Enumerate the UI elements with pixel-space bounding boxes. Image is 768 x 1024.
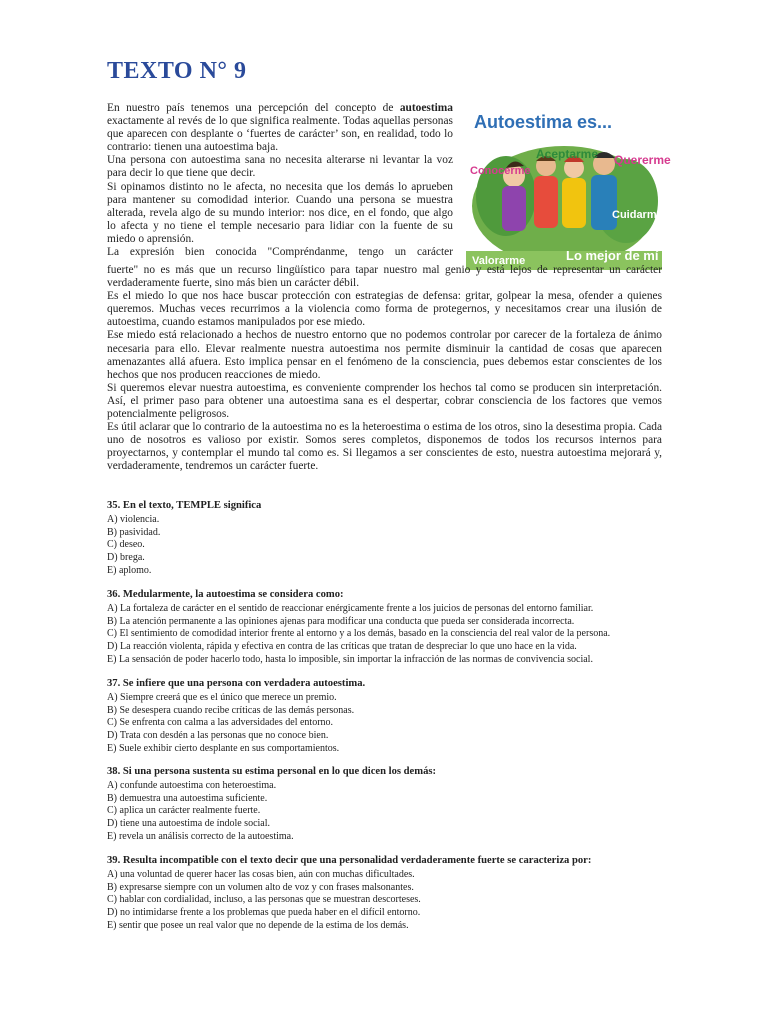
paragraph: Si opinamos distinto no le afecta, no necesita que los demás lo aprueben para mantener su comodidad interior. Cuando una persona se muestra alterada, revela algo de su mundo interior: nos dice, en el fondo, que algo lo afecta y no tiene el temple necesario para lidiar con la fuente de su miedo o aprensión. xyxy=(107,180,453,245)
body-text xyxy=(107,264,662,474)
paragraph: Si queremos elevar nuestra autoestima, es conveniente comprender los hechos tal como se producen sin interpretación. Así, el primer paso para obtener una autoestima sana es el despertar, cobrar consciencia de los factores que vemos potencialmente peligrosos. xyxy=(107,381,662,421)
autoestima-illustration xyxy=(466,106,671,270)
text-span: En nuestro país tenemos una percepción del concepto de xyxy=(107,102,400,114)
option-b: B) La atención permanente a las opiniones ajenas para modificar una conducta que pueda ser considerada incorrecta. xyxy=(107,615,575,627)
question-37 xyxy=(107,678,667,756)
tag-lo-mejor-de-mi: Lo mejor de mí xyxy=(566,248,659,263)
question-title: 35. En el texto, TEMPLE significa xyxy=(107,500,262,511)
paragraph: Ese miedo está relacionado a hechos de nuestro entorno que no podemos controlar por carecer de la fortaleza de ánimo necesaria para ello. Elevar realmente nuestra autoestima nos permite disminuir la cantidad de cosas que aparecen amenazantes allá afuera. Esto implica pensar en el fenómeno de la consciencia, pues debemos estar conscientes de los hechos que nos producen reacciones de miedo. xyxy=(107,329,662,381)
text-span: exactamente al revés de lo que significa realmente. Todas aquellas personas que aparecen con desplante o ‘fuertes de carácter’ son, en realidad, todo lo contrario: tienen una autoestima baja. xyxy=(107,115,453,154)
question-title: 37. Se infiere que una persona con verdadera autoestima. xyxy=(107,678,366,689)
paragraph: La expresión bien conocida "Compréndanme, tengo un carácter xyxy=(107,246,453,259)
option-e: E) aplomo. xyxy=(107,564,152,576)
question-title: 39. Resulta incompatible con el texto decir que una personalidad verdaderamente fuerte se caracteriza por: xyxy=(107,855,592,866)
option-d: D) no intimidarse frente a los problemas que pueda haber en el difícil entorno. xyxy=(107,907,421,919)
intro-text xyxy=(107,102,453,259)
question-36 xyxy=(107,589,667,667)
option-d: D) La reacción violenta, rápida y efectiva en contra de las críticas que tratan de despreciar lo que uno hace en la vida. xyxy=(107,641,577,653)
tag-aceptarme: Aceptarme xyxy=(536,147,599,161)
page-title: TEXTO N° 9 xyxy=(107,58,247,84)
question-39 xyxy=(107,855,667,933)
tag-quererme: Quererme xyxy=(614,153,671,167)
option-a: A) violencia. xyxy=(107,513,160,525)
option-c: C) Se enfrenta con calma a las adversidades del entorno. xyxy=(107,717,334,729)
option-b: B) demuestra una autoestima suficiente. xyxy=(107,792,268,804)
bold-term: autoestima xyxy=(399,102,453,114)
paragraph: Es el miedo lo que nos hace buscar protección con estrategias de defensa: gritar, golpear la mesa, ofender a quienes queremos. Muchas veces recurrimos a la violencia como forma de protegernos, y necesitamos crear una ilusión de autoestima, cuando estamos manipulados por ese miedo. xyxy=(107,290,662,329)
option-e: E) sentir que posee un real valor que no depende de la estima de los demás. xyxy=(107,919,409,931)
paragraph: fuerte" no es más que un recurso lingüístico para tapar nuestro mal genio y está lejos de representar un carácter verdaderamente fuerte, sino más bien un carácter débil. xyxy=(107,264,662,290)
option-d: D) tiene una autoestima de índole social. xyxy=(107,818,271,830)
tag-valorarme: Valorarme xyxy=(472,255,526,267)
question-35 xyxy=(107,500,667,578)
option-b: B) expresarse siempre con un volumen alto de voz y con frases malsonantes. xyxy=(107,881,414,893)
option-b: B) Se desespera cuando recibe críticas de las demás personas. xyxy=(107,704,355,716)
question-title: 38. Si una persona sustenta su estima personal en lo que dicen los demás: xyxy=(107,766,437,777)
option-c: C) aplica un carácter realmente fuerte. xyxy=(107,805,261,817)
tag-conocerme: Conocerme xyxy=(470,165,531,177)
option-a: A) una voluntad de querer hacer las cosas bien, aún con muchas dificultades. xyxy=(107,868,415,880)
paragraph: Es útil aclarar que lo contrario de la autoestima no es la heteroestima o estima de los otros, sino la desestima propia. Cada uno de nosotros es valioso por existir. Somos seres completos, disponemos de todos los recursos internos para proyectarnos, y contemplar el mundo tal como es. Si llegamos a ser conscientes de esto, nuestra autoestima mejorará y, verdaderamente, tendremos un carácter fuerte. xyxy=(107,421,662,473)
option-e: E) La sensación de poder hacerlo todo, hasta lo imposible, sin importar la infracción de las normas de convivencia social. xyxy=(107,653,593,665)
option-a: A) Siempre creerá que es el único que merece un premio. xyxy=(107,691,337,703)
option-e: E) Suele exhibir cierto desplante en sus comportamientos. xyxy=(107,742,340,754)
paragraph: Una persona con autoestima sana no necesita alterarse ni levantar la voz para decir lo que tiene que decir. xyxy=(107,154,453,180)
option-c: C) deseo. xyxy=(107,539,145,551)
option-e: E) revela un análisis correcto de la autoestima. xyxy=(107,830,294,842)
option-d: D) brega. xyxy=(107,552,145,564)
option-c: C) hablar con cordialidad, incluso, a las personas que se muestran descorteses. xyxy=(107,894,421,906)
option-d: D) Trata con desdén a las personas que no conoce bien. xyxy=(107,730,329,742)
option-b: B) pasividad. xyxy=(107,526,161,538)
option-a: A) La fortaleza de carácter en el sentido de reaccionar enérgicamente frente a los juicios de personas del entorno familiar. xyxy=(107,602,594,614)
option-c: C) El sentimiento de comodidad interior frente al entorno y a los demás, basado en la consciencia del real valor de la persona. xyxy=(107,628,611,640)
question-title: 36. Medularmente, la autoestima se considera como: xyxy=(107,589,344,600)
illustration-heading: Autoestima es... xyxy=(474,112,613,132)
option-a: A) confunde autoestima con heteroestima. xyxy=(107,779,277,791)
paragraph xyxy=(107,102,453,154)
question-38 xyxy=(107,766,667,844)
tag-cuidarme: Cuidarme xyxy=(612,209,663,221)
